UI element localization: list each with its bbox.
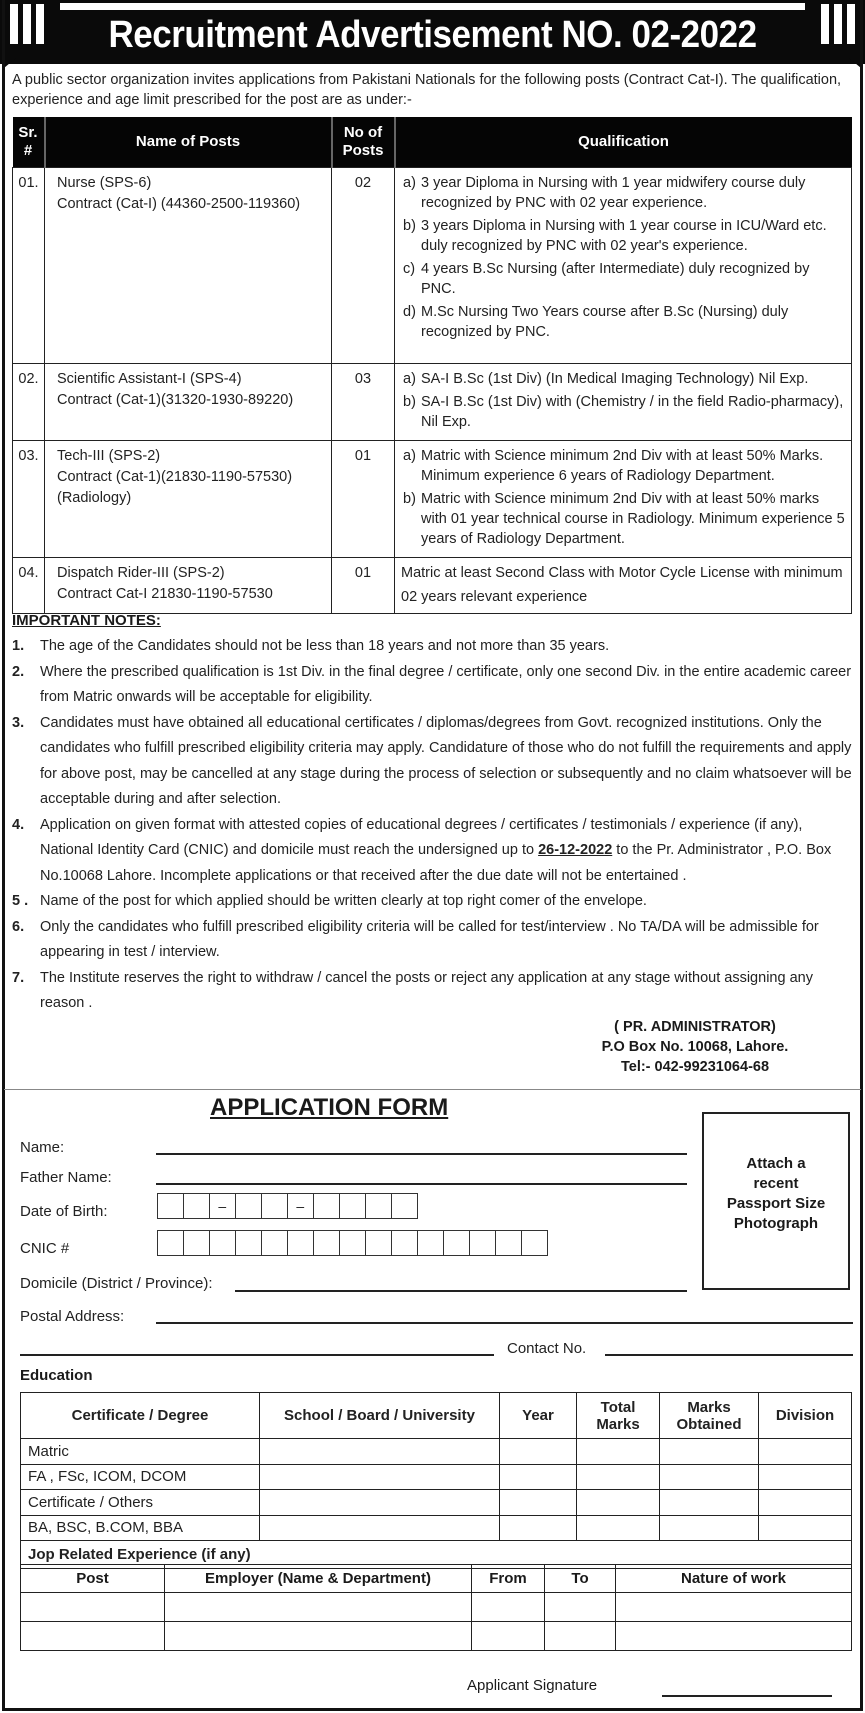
input-cell[interactable] — [545, 1622, 616, 1651]
input-cell[interactable] — [500, 1515, 577, 1541]
table-row — [21, 1439, 852, 1465]
cnic-box[interactable] — [157, 1230, 185, 1256]
post-name-cell — [45, 440, 332, 557]
table-row — [21, 1593, 852, 1622]
col-header-qualification: Qualification — [395, 117, 852, 167]
input-cell[interactable] — [660, 1464, 759, 1490]
sr-cell: 03. — [13, 440, 45, 557]
form-title: APPLICATION FORM — [210, 1094, 449, 1121]
note-number: 4. — [12, 816, 25, 833]
domicile-label: Domicile (District / Province): — [20, 1275, 213, 1292]
note-number: 5 . — [12, 893, 29, 909]
input-cell[interactable] — [759, 1490, 852, 1516]
col-header-school: School / Board / University — [260, 1393, 500, 1439]
section-divider — [4, 1089, 861, 1090]
col-header-count: No of Posts — [332, 117, 395, 167]
cnic-box[interactable] — [313, 1230, 341, 1256]
father-name-field[interactable] — [156, 1183, 687, 1185]
qualification-item — [403, 489, 845, 549]
note-item — [12, 660, 854, 711]
experience-table — [20, 1564, 852, 1651]
table-row — [21, 1464, 852, 1490]
cnic-box[interactable] — [339, 1230, 367, 1256]
cnic-box[interactable] — [521, 1230, 549, 1256]
table-row — [13, 167, 852, 363]
post-count-cell: 01 — [332, 557, 395, 613]
table-row — [13, 363, 852, 440]
item-label: a) — [403, 174, 416, 191]
input-cell[interactable] — [660, 1439, 759, 1465]
note-item — [12, 813, 854, 890]
degree-cell: BA, BSC, B.COM, BBA — [21, 1515, 260, 1541]
dob-box[interactable] — [391, 1193, 419, 1219]
post-name: Dispatch Rider-III (SPS-2) — [57, 564, 225, 581]
table-row — [13, 557, 852, 613]
post-count-cell: 03 — [332, 363, 395, 440]
item-label: a) — [403, 447, 416, 464]
dob-box[interactable] — [261, 1193, 289, 1219]
post-contract: Contract (Cat-1)(31320-1930-89220) — [57, 391, 294, 408]
cnic-box[interactable] — [287, 1230, 315, 1256]
cnic-box[interactable] — [417, 1230, 445, 1256]
item-text: Matric with Science minimum 2nd Div with at least 50% marks with 01 year technical course in Radiology. Minimum experience 5 years of Radiology Department. — [421, 490, 845, 547]
item-text: 4 years B.Sc Nursing (after Intermediate) duly recognized by PNC. — [421, 260, 810, 297]
education-table — [20, 1392, 852, 1569]
dob-box[interactable] — [183, 1193, 211, 1219]
qualification-item — [403, 369, 845, 389]
item-label: a) — [403, 370, 416, 387]
col-header-to: To — [545, 1565, 616, 1593]
sr-cell: 02. — [13, 363, 45, 440]
input-cell[interactable] — [577, 1490, 660, 1516]
note-number: 1. — [12, 638, 25, 654]
input-cell[interactable] — [165, 1622, 472, 1651]
dob-box[interactable] — [365, 1193, 393, 1219]
col-header-post: Post — [21, 1565, 165, 1593]
input-cell[interactable] — [500, 1464, 577, 1490]
sr-cell: 01. — [13, 167, 45, 363]
note-number: 2. — [12, 663, 25, 680]
signoff-title: ( PR. ADMINISTRATOR) — [614, 1019, 776, 1035]
input-cell[interactable] — [660, 1515, 759, 1541]
dob-label: Date of Birth: — [20, 1203, 108, 1220]
note-number: 6. — [12, 918, 25, 935]
input-cell[interactable] — [500, 1439, 577, 1465]
page-title: Recruitment Advertisement NO. 02-2022 — [108, 14, 757, 56]
item-text: SA-I B.Sc (1st Div) with (Chemistry / in the field Radio-pharmacy), Nil Exp. — [421, 393, 844, 430]
post-name: Scientific Assistant-I (SPS-4) — [57, 370, 242, 387]
item-text: 3 year Diploma in Nursing with 1 year midwifery course duly recognized by PNC with 02 year experience. — [421, 174, 806, 211]
cnic-box[interactable] — [443, 1230, 471, 1256]
photo-box-text: Attach a — [746, 1155, 806, 1172]
col-header-year: Year — [500, 1393, 577, 1439]
input-cell[interactable] — [472, 1622, 545, 1651]
note-item — [12, 634, 854, 660]
col-header-total-marks: Total Marks — [577, 1393, 660, 1439]
qualification-text: 02 years relevant experience — [401, 588, 588, 605]
note-text: The Institute reserves the right to withdraw / cancel the posts or reject any application at any stage without assigning any reason . — [40, 969, 813, 1011]
note-item — [12, 915, 854, 966]
col-header-division: Division — [759, 1393, 852, 1439]
note-text: The age of the Candidates should not be less than 18 years and not more than 35 years. — [40, 638, 610, 654]
cnic-box[interactable] — [365, 1230, 393, 1256]
deadline-date: 26-12-2022 — [538, 842, 613, 858]
input-cell[interactable] — [472, 1593, 545, 1622]
experience-label: Jop Related Experience (if any) — [21, 1541, 852, 1569]
post-name: Tech-III (SPS-2) — [57, 447, 161, 464]
col-header-marks-obtained: Marks Obtained — [660, 1393, 759, 1439]
input-cell[interactable] — [545, 1593, 616, 1622]
note-text-part: Application on given format with attested copies of educational degrees / certificates / testimonials / experience (if any), National Identity Card (CNIC) and domicile must reach the undersigned up to — [40, 816, 803, 858]
postal-address-field[interactable] — [156, 1322, 853, 1324]
input-cell[interactable] — [759, 1439, 852, 1465]
degree-cell: FA , FSc, ICOM, DCOM — [21, 1464, 260, 1490]
dob-boxes[interactable] — [158, 1193, 418, 1219]
posts-table — [12, 117, 852, 614]
dob-separator: – — [209, 1193, 237, 1219]
note-number: 7. — [12, 969, 25, 986]
cnic-box[interactable] — [391, 1230, 419, 1256]
dob-box[interactable] — [339, 1193, 367, 1219]
cnic-box[interactable] — [261, 1230, 289, 1256]
post-contract: Contract (Cat-1)(21830-1190-57530) — [57, 468, 293, 485]
note-text — [40, 813, 854, 890]
input-cell[interactable] — [260, 1439, 500, 1465]
post-contract: Contract (Cat-I) (44360-2500-119360) — [57, 195, 301, 212]
qualification-item — [403, 446, 845, 486]
input-cell[interactable] — [577, 1464, 660, 1490]
col-header-sr: Sr. # — [13, 117, 45, 167]
qualification-cell — [395, 363, 852, 440]
input-cell[interactable] — [759, 1515, 852, 1541]
signature-label: Applicant Signature — [467, 1677, 598, 1694]
input-cell[interactable] — [260, 1464, 500, 1490]
col-header-name: Name of Posts — [45, 117, 332, 167]
input-cell[interactable] — [616, 1593, 852, 1622]
input-cell[interactable] — [260, 1490, 500, 1516]
note-text: Name of the post for which applied should be written clearly at top right comer of the envelope. — [40, 893, 647, 909]
name-label: Name: — [20, 1139, 65, 1156]
qualification-cell — [395, 440, 852, 557]
qualification-item — [403, 302, 845, 342]
input-cell[interactable] — [660, 1490, 759, 1516]
input-cell[interactable] — [759, 1464, 852, 1490]
dob-separator: – — [287, 1193, 315, 1219]
post-count-cell: 02 — [332, 167, 395, 363]
table-row — [21, 1515, 852, 1541]
post-contract: Contract Cat-I 21830-1190-57530 — [57, 585, 273, 602]
dob-box[interactable] — [235, 1193, 263, 1219]
qualification-item — [403, 392, 845, 432]
col-header-certificate: Certificate / Degree — [21, 1393, 260, 1439]
table-row — [21, 1490, 852, 1516]
item-label: b) — [403, 217, 416, 234]
qualification-item — [403, 259, 845, 299]
post-department: (Radiology) — [57, 489, 132, 506]
qualification-item — [403, 173, 845, 213]
col-header-nature-of-work: Nature of work — [616, 1565, 852, 1593]
postal-address-field-line2[interactable] — [20, 1354, 494, 1356]
postal-address-label: Postal Address: — [20, 1308, 125, 1325]
degree-cell: Matric — [21, 1439, 260, 1465]
sr-cell: 04. — [13, 557, 45, 613]
note-item — [12, 889, 854, 915]
post-name: Nurse (SPS-6) — [57, 174, 152, 191]
cnic-box[interactable] — [495, 1230, 523, 1256]
cnic-label: CNIC # — [20, 1240, 70, 1257]
input-cell[interactable] — [577, 1515, 660, 1541]
signoff-block — [560, 1017, 830, 1077]
signoff-address: P.O Box No. 10068, Lahore. — [601, 1039, 789, 1055]
note-text: Only the candidates who fulfill prescribed eligibility criteria will be called for test/interview . No TA/DA will be admissible for appearing in test / interview. — [40, 918, 819, 960]
photo-box[interactable] — [702, 1112, 850, 1290]
input-cell[interactable] — [165, 1593, 472, 1622]
notes-list — [12, 634, 854, 1017]
input-cell[interactable] — [21, 1593, 165, 1622]
item-label: b) — [403, 490, 416, 507]
contact-field[interactable] — [605, 1354, 853, 1356]
cnic-box[interactable] — [235, 1230, 263, 1256]
domicile-field[interactable] — [235, 1290, 687, 1292]
name-field[interactable] — [156, 1153, 687, 1155]
item-text: Matric with Science minimum 2nd Div with at least 50% Marks. Minimum experience 6 years of Radiology Department. — [421, 447, 824, 484]
note-text-part: to the Pr. Administrator , P.O. Box No.10068 Lahore. Incomplete applications or that received after the due date will not be entertained . — [40, 842, 832, 884]
father-name-label: Father Name: — [20, 1169, 112, 1186]
input-cell[interactable] — [21, 1622, 165, 1651]
input-cell[interactable] — [577, 1439, 660, 1465]
photo-box-text: Passport Size — [726, 1195, 826, 1212]
intro-paragraph: A public sector organization invites applications from Pakistani Nationals for the following posts (Contract Cat-I). The qualification, experience and age limit prescribed for the post are as under:- — [12, 72, 842, 108]
dob-box[interactable] — [313, 1193, 341, 1219]
item-label: c) — [403, 260, 416, 277]
table-row — [13, 440, 852, 557]
qualification-cell — [395, 167, 852, 363]
post-count-cell: 01 — [332, 440, 395, 557]
qualification-item — [403, 216, 845, 256]
photo-box-text: Photograph — [733, 1215, 819, 1232]
cnic-box[interactable] — [183, 1230, 211, 1256]
note-text: Where the prescribed qualification is 1st Div. in the final degree / certificate, only one second Div. in the entire academic career from Matric onwards will be acceptable for eligibility. — [40, 663, 852, 705]
photo-box-text: recent — [753, 1175, 799, 1192]
cnic-box[interactable] — [469, 1230, 497, 1256]
cnic-box[interactable] — [209, 1230, 237, 1256]
col-header-from: From — [472, 1565, 545, 1593]
note-item — [12, 966, 854, 1017]
item-label: b) — [403, 393, 416, 410]
education-label: Education — [20, 1367, 93, 1384]
degree-cell: Certificate / Others — [21, 1490, 260, 1516]
col-header-employer: Employer (Name & Department) — [165, 1565, 472, 1593]
note-item — [12, 711, 854, 813]
post-name-cell — [45, 557, 332, 613]
post-name-cell — [45, 167, 332, 363]
note-text: Candidates must have obtained all educational certificates / diplomas/degrees from Govt. recognized institutions. Only the candidates who fulfill prescribed eligibility criteria may apply. Candidature of those who do not fulfill the requirements and apply for above post, may be cancelled at any stage during the process of selection or subsequently and no claim whatsoever will be acceptable during and after selection. — [40, 714, 852, 807]
item-text: SA-I B.Sc (1st Div) (In Medical Imaging Technology) Nil Exp. — [421, 370, 809, 387]
contact-label: Contact No. — [507, 1340, 587, 1357]
dob-box[interactable] — [157, 1193, 185, 1219]
input-cell[interactable] — [500, 1490, 577, 1516]
qualification-cell — [395, 557, 852, 613]
input-cell[interactable] — [616, 1622, 852, 1651]
item-text: M.Sc Nursing Two Years course after B.Sc (Nursing) duly recognized by PNC. — [421, 303, 789, 340]
qualification-text: Matric at least Second Class with Motor Cycle License with minimum — [401, 564, 843, 581]
notes-title: IMPORTANT NOTES: — [12, 612, 161, 629]
item-label: d) — [403, 303, 416, 320]
item-text: 3 years Diploma in Nursing with 1 year course in ICU/Ward etc. duly recognized by PNC with 02 year's experience. — [421, 217, 827, 254]
cnic-boxes[interactable] — [158, 1230, 548, 1256]
signoff-phone: Tel:- 042-99231064-68 — [620, 1059, 770, 1075]
input-cell[interactable] — [260, 1515, 500, 1541]
post-name-cell — [45, 363, 332, 440]
note-number: 3. — [12, 714, 25, 731]
table-row — [21, 1622, 852, 1651]
signature-field[interactable] — [662, 1695, 832, 1697]
